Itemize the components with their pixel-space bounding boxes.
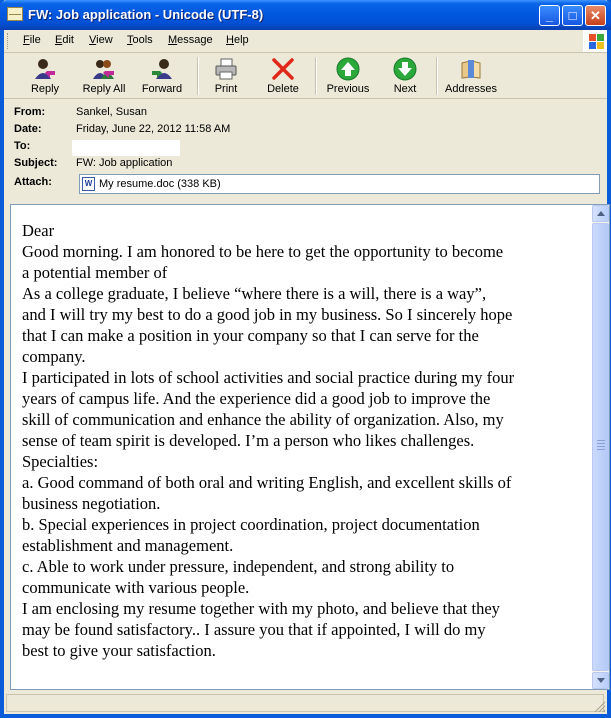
body-line: I am enclosing my resume together with my photo, and believe that they	[22, 599, 500, 618]
addresses-button[interactable]	[444, 55, 498, 97]
scroll-down-button[interactable]	[592, 672, 609, 689]
scroll-thumb[interactable]	[592, 223, 609, 671]
next-icon	[393, 57, 417, 81]
word-document-icon: W	[82, 177, 95, 191]
next-label: Next	[393, 83, 417, 95]
minimize-button[interactable]: _	[539, 5, 560, 26]
body-line: a. Good command of both oral and writing English, and excellent skills of	[22, 473, 512, 492]
next-button[interactable]	[386, 55, 424, 97]
delete-icon	[271, 57, 295, 81]
body-line: and I will try my best to do a good job in my business. So I sincerely hope	[22, 305, 513, 324]
to-redacted-field	[72, 140, 180, 156]
menu-view[interactable]: View	[89, 34, 113, 46]
window-title: FW: Job application - Unicode (UTF-8)	[28, 7, 264, 22]
body-line: business negotiation.	[22, 494, 161, 513]
scroll-up-button[interactable]	[592, 205, 609, 222]
body-line: best to give your satisfaction.	[22, 641, 216, 660]
thumb-grip	[597, 446, 605, 447]
print-label: Print	[214, 83, 238, 95]
menu-file[interactable]: File	[23, 34, 41, 46]
reply-button[interactable]	[24, 55, 66, 97]
print-button[interactable]	[207, 55, 245, 97]
print-icon	[214, 57, 238, 81]
delete-button[interactable]	[262, 55, 304, 97]
menu-help[interactable]: Help	[226, 34, 249, 46]
delete-label: Delete	[267, 83, 299, 95]
date-value: Friday, June 22, 2012 11:58 AM	[76, 123, 231, 135]
menu-tools[interactable]: Tools	[127, 34, 153, 46]
addresses-label: Addresses	[445, 83, 497, 95]
resize-grip-icon[interactable]	[593, 700, 605, 712]
body-line: years of campus life. And the experience did a good job to improve the	[22, 389, 491, 408]
menu-grip	[7, 33, 11, 49]
body-line: I participated in lots of school activities and social practice during my four	[22, 368, 515, 387]
body-line: sense of team spirit is developed. I’m a person who likes challenges.	[22, 431, 475, 450]
menu-bar	[4, 30, 607, 53]
body-line: As a college graduate, I believe “where there is a will, there is a way”,	[22, 284, 487, 303]
to-label: To:	[14, 140, 31, 152]
vertical-scrollbar[interactable]	[592, 205, 609, 689]
message-body-text	[22, 220, 587, 661]
attachment-field[interactable]	[79, 174, 600, 194]
previous-label: Previous	[326, 83, 370, 95]
status-bar	[4, 692, 607, 714]
title-bar[interactable]	[0, 0, 611, 30]
body-line: may be found satisfactory.. I assure you that if appointed, I will do my	[22, 620, 486, 639]
previous-button[interactable]	[324, 55, 372, 97]
reply-label: Reply	[30, 83, 60, 95]
forward-button[interactable]	[138, 55, 186, 97]
previous-icon	[336, 57, 360, 81]
reply-all-label: Reply All	[82, 83, 126, 95]
thumb-grip	[597, 440, 605, 441]
thumb-grip	[597, 443, 605, 444]
close-button[interactable]: ✕	[585, 5, 606, 26]
body-line: communicate with various people.	[22, 578, 250, 597]
toolbar	[4, 53, 607, 99]
menu-message[interactable]: Message	[168, 34, 213, 46]
attachment-item[interactable]: My resume.doc (338 KB)	[99, 178, 221, 190]
thumb-grip	[597, 449, 605, 450]
reply-icon	[33, 57, 57, 81]
forward-icon	[150, 57, 174, 81]
body-line: company.	[22, 347, 86, 366]
forward-label: Forward	[141, 83, 183, 95]
body-line: establishment and management.	[22, 536, 234, 555]
addresses-icon	[459, 57, 483, 81]
toolbar-separator	[197, 57, 199, 95]
windows-logo-icon	[583, 30, 607, 52]
body-line: c. Able to work under pressure, independent, and strong ability to	[22, 557, 455, 576]
message-body[interactable]	[10, 204, 610, 690]
from-label: From:	[14, 106, 46, 118]
envelope-icon	[7, 7, 23, 21]
body-line: Specialties:	[22, 452, 99, 471]
subject-value: FW: Job application	[76, 157, 173, 169]
menu-edit[interactable]: Edit	[55, 34, 74, 46]
body-line: b. Special experiences in project coordination, project documentation	[22, 515, 480, 534]
attach-label: Attach:	[14, 176, 52, 188]
reply-all-button[interactable]	[76, 55, 132, 97]
body-line: that I can make a position in your company so that I can serve for the	[22, 326, 479, 345]
toolbar-separator	[315, 57, 317, 95]
status-pane	[6, 694, 604, 712]
subject-label: Subject:	[14, 157, 58, 169]
toolbar-separator	[436, 57, 438, 95]
body-line: Dear	[22, 221, 55, 240]
body-line: Good morning. I am honored to be here to get the opportunity to become	[22, 242, 504, 261]
date-label: Date:	[14, 123, 42, 135]
body-line: skill of communication and enhance the ability of organization. Also, my	[22, 410, 504, 429]
body-line: a potential member of	[22, 263, 168, 282]
from-value[interactable]: Sankel, Susan	[76, 106, 147, 118]
maximize-button[interactable]: □	[562, 5, 583, 26]
reply-all-icon	[92, 57, 116, 81]
